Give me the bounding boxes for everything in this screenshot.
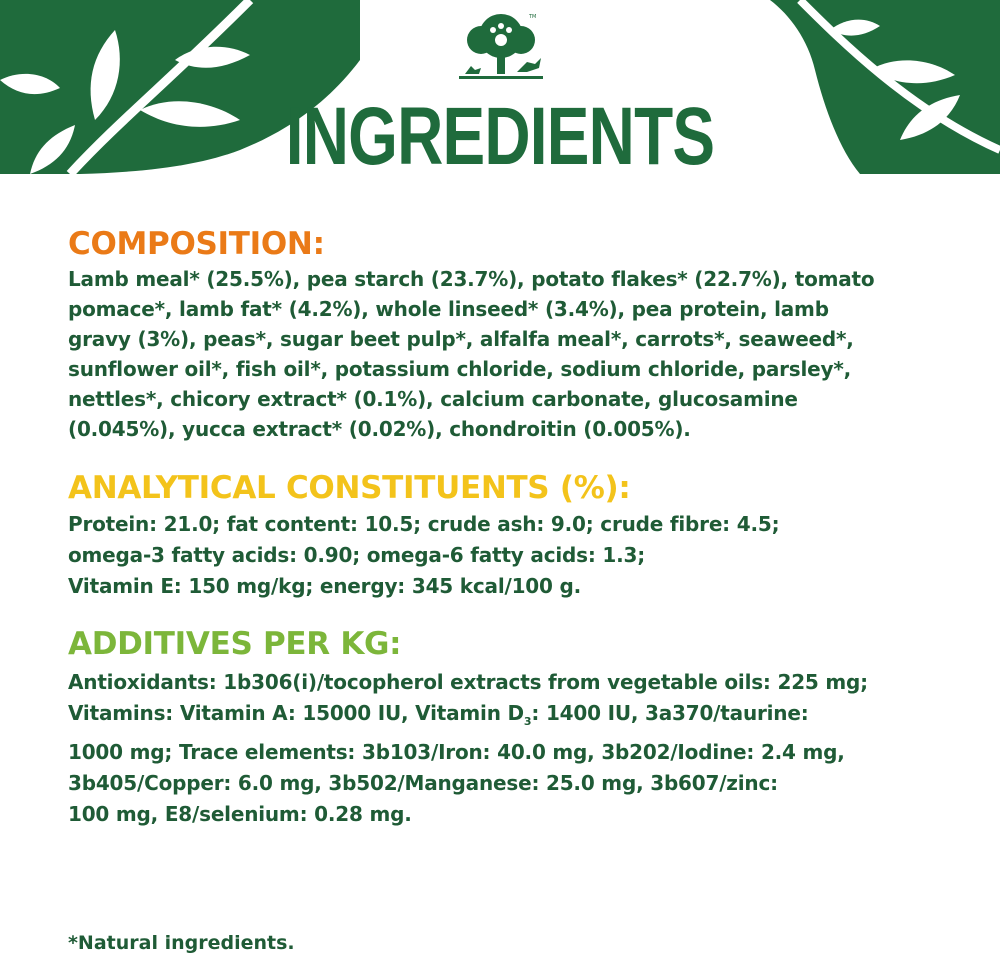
analytical-line: omega-3 fatty acids: 0.90; omega-6 fatty acids: 1.3; — [68, 543, 646, 567]
composition-line: nettles*, chicory extract* (0.1%), calcium carbonate, glucosamine — [68, 387, 798, 411]
composition-section — [68, 226, 968, 444]
additives-line: 1000 mg; Trace elements: 3b103/Iron: 40.0 mg, 3b202/Iodine: 2.4 mg, — [68, 740, 845, 764]
additives-line-part: Vitamins: Vitamin A: 15000 IU, Vitamin D — [68, 701, 524, 725]
additives-line: 100 mg, E8/selenium: 0.28 mg. — [68, 802, 412, 826]
tree-paw-logo-icon — [455, 10, 547, 90]
additives-heading: ADDITIVES PER KG: — [68, 626, 402, 662]
analytical-line: Vitamin E: 150 mg/kg; energy: 345 kcal/100 g. — [68, 574, 582, 598]
analytical-heading: ANALYTICAL CONSTITUENTS (%): — [68, 470, 631, 506]
vitamin-d-subscript: 3 — [523, 715, 532, 728]
composition-line: gravy (3%), peas*, sugar beet pulp*, alfalfa meal*, carrots*, seaweed*, — [68, 327, 854, 351]
composition-line: (0.045%), yucca extract* (0.02%), chondroitin (0.005%). — [68, 417, 691, 441]
analytical-line: Protein: 21.0; fat content: 10.5; crude ash: 9.0; crude fibre: 4.5; — [68, 512, 780, 536]
composition-text — [68, 264, 968, 444]
additives-line: Antioxidants: 1b306(i)/tocopherol extracts from vegetable oils: 225 mg; — [68, 670, 868, 694]
header-banner — [0, 0, 1000, 174]
footnote: *Natural ingredients. — [68, 932, 295, 954]
additives-text — [68, 667, 968, 830]
additives-line — [68, 698, 968, 737]
composition-line: sunflower oil*, fish oil*, potassium chloride, sodium chloride, parsley*, — [68, 357, 852, 381]
additives-line: 3b405/Copper: 6.0 mg, 3b502/Manganese: 25.0 mg, 3b607/zinc: — [68, 771, 778, 795]
composition-line: pomace*, lamb fat* (4.2%), whole linseed* (3.4%), pea protein, lamb — [68, 297, 829, 321]
composition-line: Lamb meal* (25.5%), pea starch (23.7%), potato flakes* (22.7%), tomato — [68, 267, 875, 291]
analytical-constituents-section — [68, 470, 968, 602]
composition-heading: COMPOSITION: — [68, 226, 325, 262]
analytical-text — [68, 509, 968, 602]
page-title: INGREDIENTS — [285, 91, 715, 174]
svg-text:TM: TM — [529, 14, 537, 20]
additives-section — [68, 626, 968, 830]
additives-line-part: : 1400 IU, 3a370/taurine: — [531, 701, 809, 725]
